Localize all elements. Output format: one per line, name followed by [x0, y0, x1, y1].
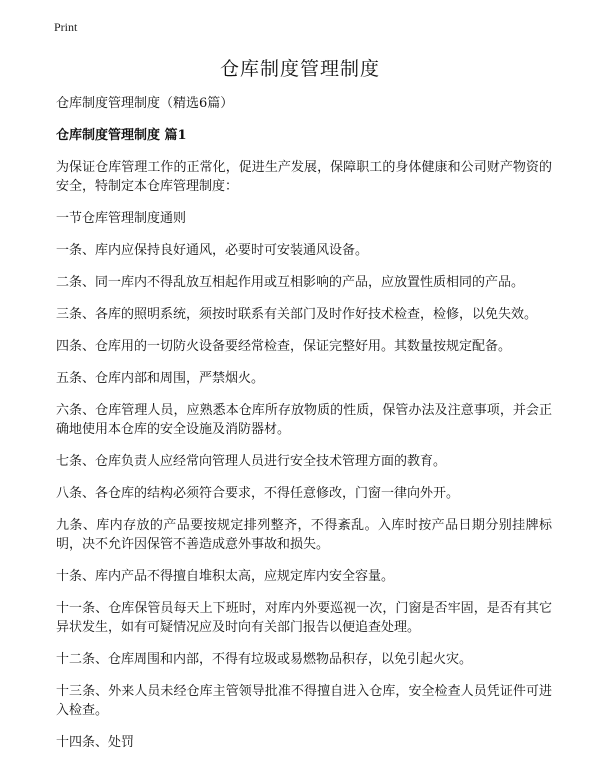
document-title: 仓库制度管理制度 [219, 58, 380, 80]
print-label: Print [54, 20, 78, 34]
paragraph-article-2: 二条、同一库内不得乱放互相起作用或互相影响的产品，应放置性质相同的产品。 [56, 275, 525, 290]
paragraph-article-3: 三条、各库的照明系统，须按时联系有关部门及时作好技术检查，检修，以免失效。 [56, 307, 538, 322]
document-body [56, 94, 552, 765]
paragraph-article-6: 六条、仓库管理人员，应熟悉本仓库所存放物质的性质，保管办法及注意事项，并会正确地使用本仓库的安全设施及消防器材。 [56, 403, 552, 437]
paragraph-article-8: 八条、各仓库的结构必须符合要求，不得任意修改，门窗一律向外开。 [56, 486, 460, 501]
paragraph-article-14: 十四条、处罚 [56, 735, 135, 750]
paragraph-article-11: 十一条、仓库保管员每天上下班时，对库内外要巡视一次，门窗是否牢固，是否有其它异状发生，如有可疑情况应及时向有关部门报告以便追查处理。 [56, 601, 552, 635]
paragraph-article-13: 十三条、外来人员未经仓库主管领导批准不得擅自进入仓库，安全检查人员凭证件可进入检查。 [56, 684, 552, 718]
paragraph-article-10: 十条、库内产品不得擅自堆积太高，应规定库内安全容量。 [56, 569, 395, 584]
paragraph-article-4: 四条、仓库用的一切防火设备要经常检查，保证完整好用。其数量按规定配备。 [56, 339, 512, 354]
document-subtitle: 仓库制度管理制度（精选6篇） [56, 96, 234, 111]
paragraph-article-5: 五条、仓库内部和周围，严禁烟火。 [56, 371, 265, 386]
paragraph-article-9: 九条、库内存放的产品要按规定排列整齐，不得紊乱。入库时按产品日期分别挂牌标明，决不允许因保管不善造成意外事故和损失。 [56, 518, 552, 552]
paragraph-section-title: 一节仓库管理制度通则 [56, 211, 187, 226]
section-heading: 仓库制度管理制度 篇1 [56, 128, 187, 143]
paragraph-intro: 为保证仓库管理工作的正常化，促进生产发展，保障职工的身体健康和公司财产物资的安全，特制定本仓库管理制度： [56, 160, 552, 194]
paragraph-article-7: 七条、仓库负责人应经常向管理人员进行安全技术管理方面的教育。 [56, 454, 447, 469]
paragraph-article-12: 十二条、仓库周围和内部，不得有垃圾或易燃物品积存，以免引起火灾。 [56, 652, 473, 667]
paragraph-article-1: 一条、库内应保持良好通风，必要时可安装通风设备。 [56, 243, 369, 258]
